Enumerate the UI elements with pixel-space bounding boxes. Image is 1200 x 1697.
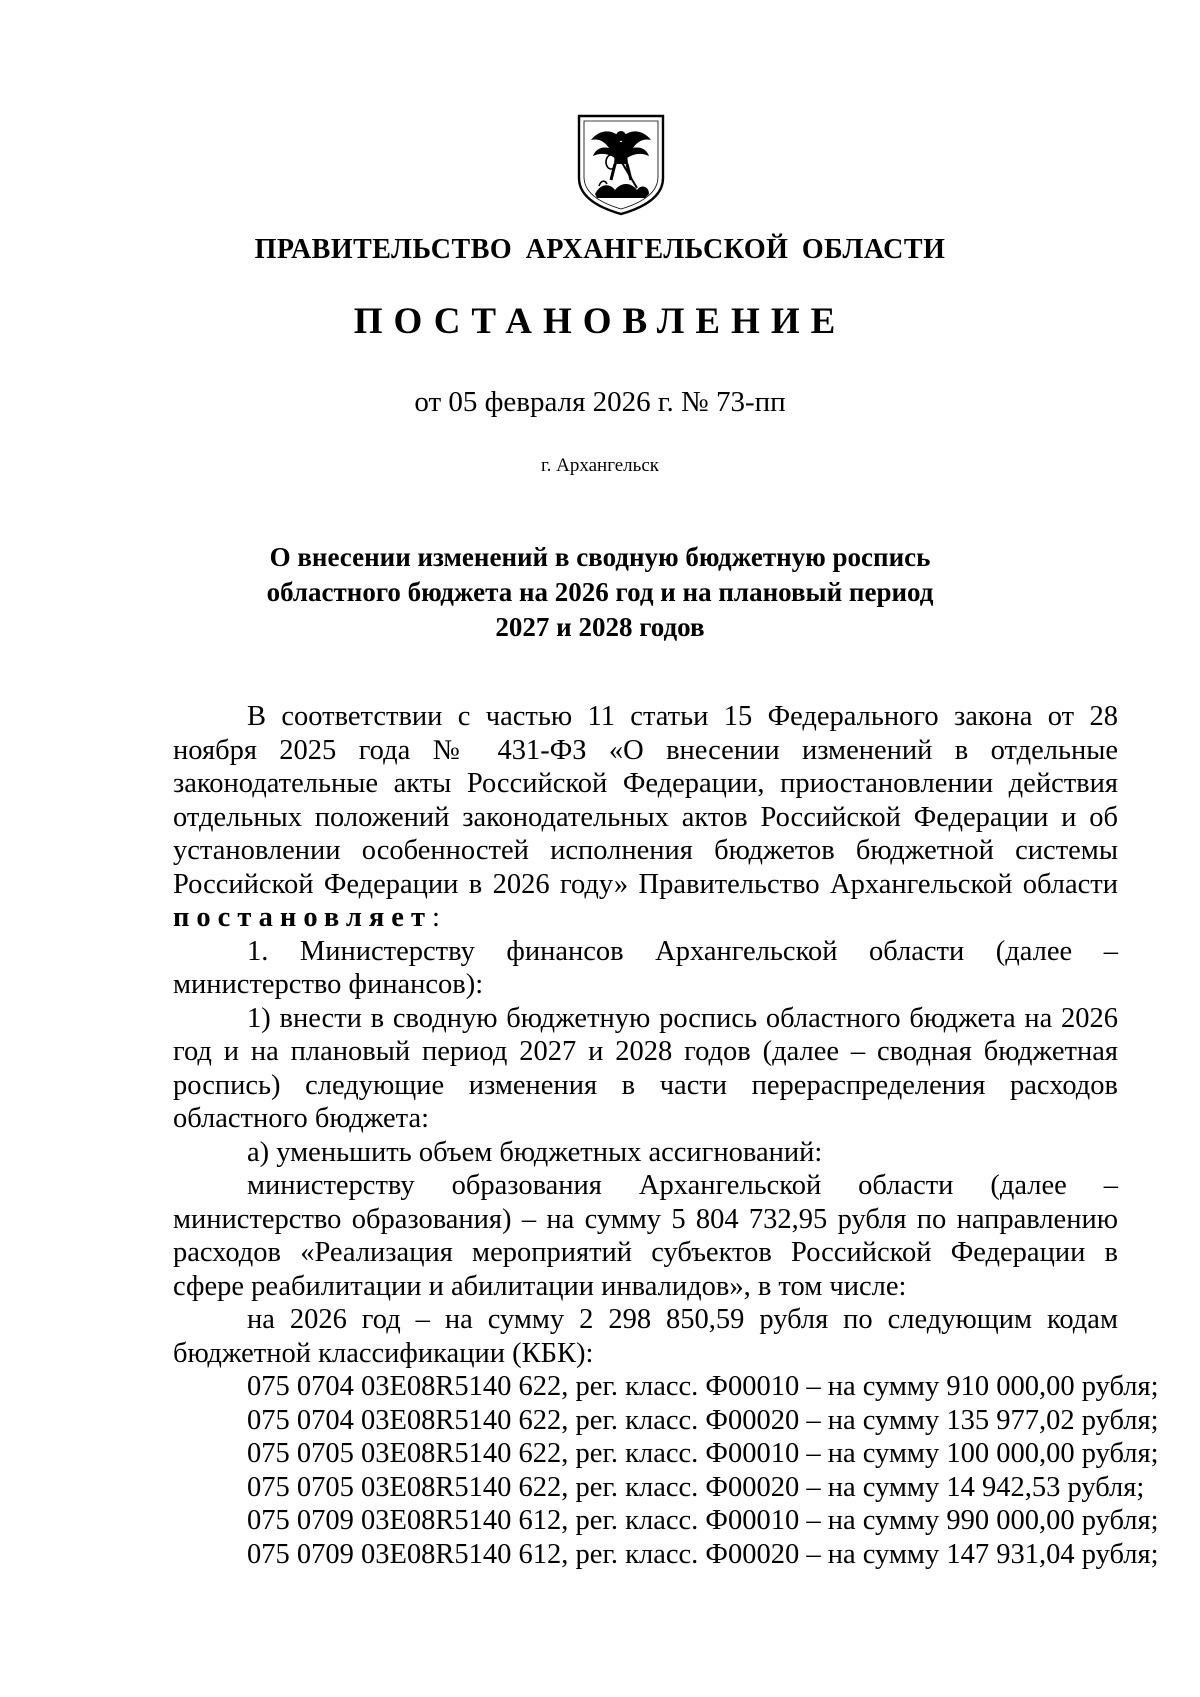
kbk-line: 075 0704 03Е08R5140 622, рег. класс. Ф00020 – на сумму 135 977,02 рубля;: [247, 1404, 1159, 1436]
decree-colon: :: [431, 902, 440, 933]
document-subject: [0, 540, 1200, 645]
item-1-1-paragraph: 1) внести в сводную бюджетную роспись областного бюджета на 2026 год и на плановый период 2027 и 2028 годов (далее – сводная бюджетная роспись) следующие изменения в части перераспределения расходов областного бюджета:: [173, 1002, 1118, 1134]
item-a-paragraph: а) уменьшить объем бюджетных ассигнований:: [247, 1136, 823, 1168]
document-body: [173, 700, 1159, 1571]
subject-line: 2027 и 2028 годов: [495, 612, 705, 642]
kbk-line: 075 0705 03Е08R5140 622, рег. класс. Ф00020 – на сумму 14 942,53 рубля;: [247, 1471, 1145, 1503]
organization-title: ПРАВИТЕЛЬСТВО АРХАНГЕЛЬСКОЙ ОБЛАСТИ: [254, 234, 946, 265]
kbk-line: 075 0705 03Е08R5140 622, рег. класс. Ф00010 – на сумму 100 000,00 рубля;: [247, 1438, 1159, 1469]
preamble-paragraph: [173, 700, 1118, 935]
preamble-text: В соответствии с частью 11 статьи 15 Федерального закона от 28 ноября 2025 года № 431-ФЗ «О внесении изменений в отдельные законодательные акты Российской Федерации, приостановлении действия отдельных положений законодательных актов Российской Федерации и об установлении особенностей исполнения бюджетов бюджетной системы Российской Федерации в 2026 году» Правительство Архангельской области: [173, 701, 1118, 900]
kbk-line: 075 0704 03Е08R5140 622, рег. класс. Ф00010 – на сумму 910 000,00 рубля;: [247, 1371, 1159, 1402]
kbk-line: 075 0709 03Е08R5140 612, рег. класс. Ф00020 – на сумму 147 931,04 рубля;: [247, 1538, 1159, 1570]
subject-line: О внесении изменений в сводную бюджетную роспись: [269, 542, 931, 572]
coat-of-arms-icon: [575, 112, 667, 218]
document-date-number: от 05 февраля 2026 г. № 73-пп: [414, 386, 786, 418]
document-type-heading: ПОСТАНОВЛЕНИЕ: [353, 301, 847, 342]
ministry-paragraph: министерству образования Архангельской области (далее – министерство образования) – на сумму 5 804 732,95 рубля по направлению расходов «Реализация мероприятий субъектов Российской Федерации в сфере реабилитации и абилитации инвалидов», в том числе:: [173, 1170, 1118, 1302]
year-2026-paragraph: на 2026 год – на сумму 2 298 850,59 рубля по следующим кодам бюджетной классификации (КБК):: [173, 1304, 1118, 1369]
subject-line: областного бюджета на 2026 год и на плановый период: [266, 577, 934, 607]
document-city: г. Архангельск: [540, 455, 659, 476]
decree-word: постановляет: [173, 902, 432, 933]
kbk-line: 075 0709 03Е08R5140 612, рег. класс. Ф00010 – на сумму 990 000,00 рубля;: [247, 1505, 1159, 1536]
item-1-paragraph: 1. Министерству финансов Архангельской области (далее – министерство финансов):: [173, 935, 1118, 1000]
